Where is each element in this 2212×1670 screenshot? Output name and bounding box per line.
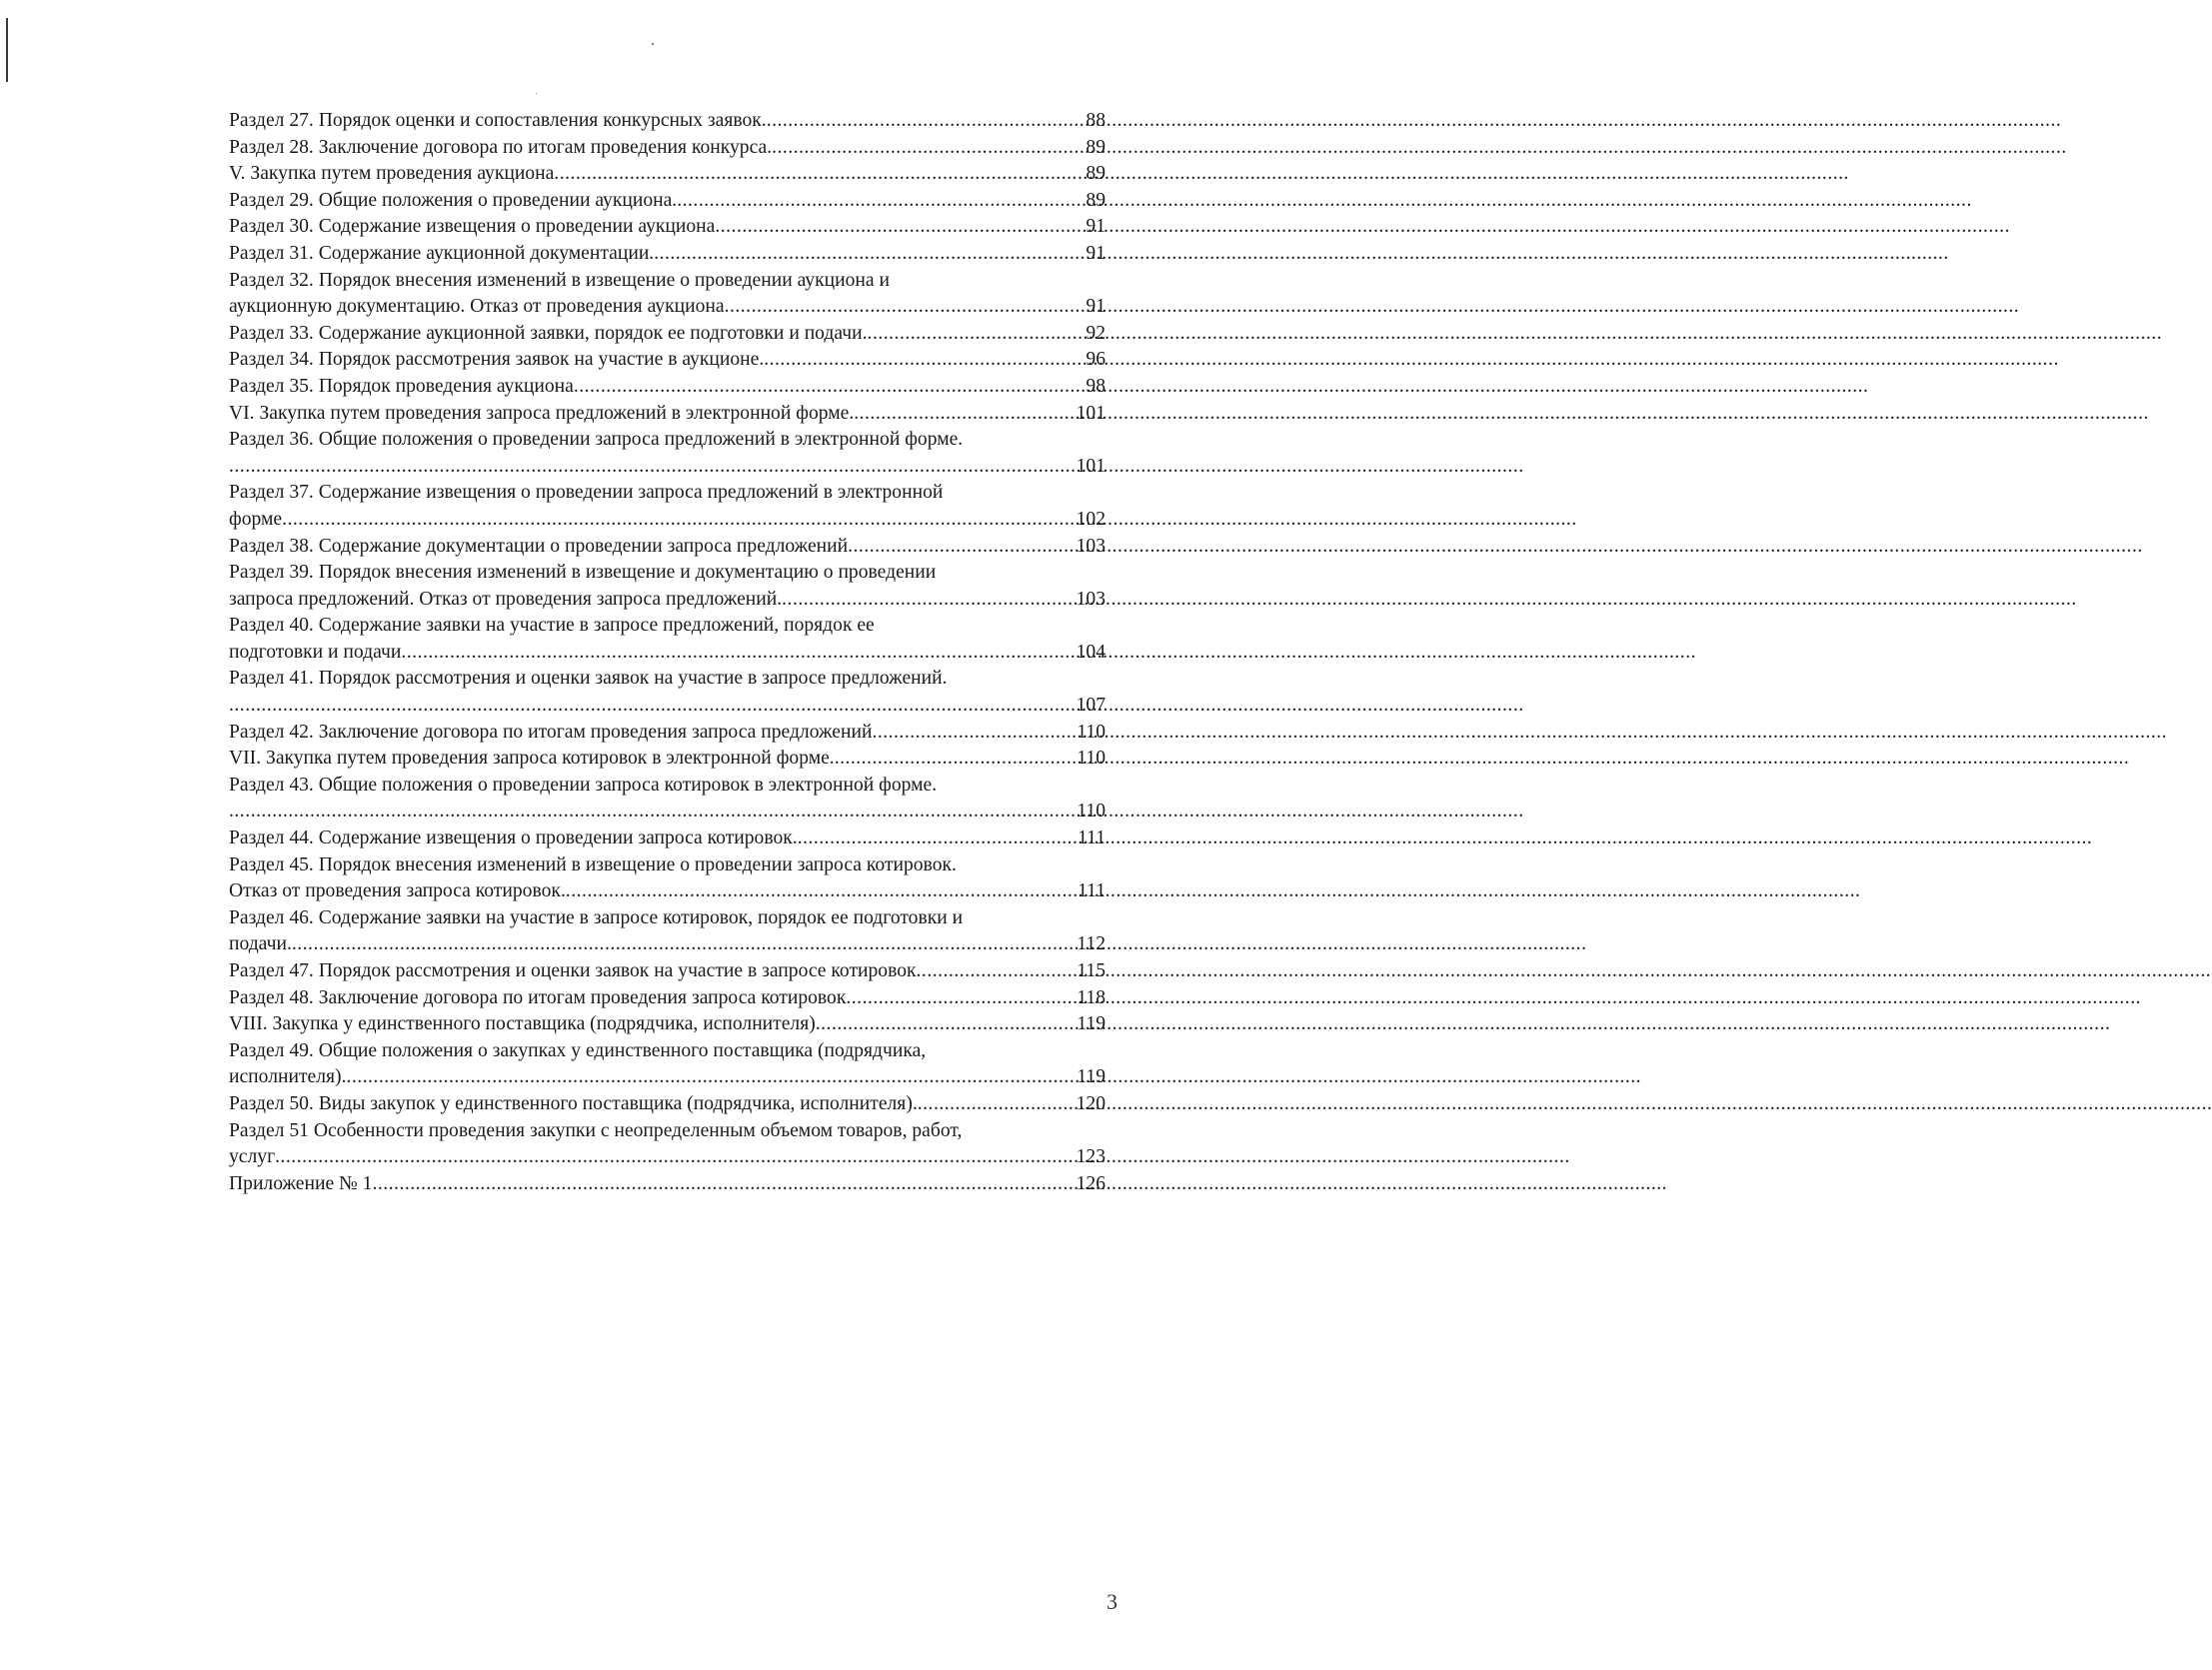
toc-entry-title: Раздел 42. Заключение договора по итогам проведения запроса предложений	[229, 721, 873, 743]
dot-leader	[574, 374, 1087, 401]
dot-leader	[767, 108, 1087, 135]
toc-entry[interactable]	[229, 852, 1106, 905]
dot-leader	[798, 826, 1078, 852]
table-of-contents	[229, 108, 1106, 1197]
toc-entry-title-first-line: Раздел 40. Содержание заявки на участие в запросе предложений, порядок ее	[229, 615, 875, 637]
dot-leader	[772, 135, 1086, 162]
toc-entry[interactable]	[229, 1171, 1106, 1198]
toc-entry-page-number: 89	[1086, 136, 1106, 158]
dot-leader	[725, 294, 1087, 321]
toc-entry-title: Раздел 38. Содержание документации о проведении запроса предложений	[229, 535, 849, 557]
toc-entry-page-number: 119	[1077, 1066, 1106, 1088]
scan-speck	[536, 93, 537, 94]
toc-entry-title: Раздел 27. Порядок оценки и сопоставления конкурсных заявок.	[229, 110, 767, 131]
dot-leader	[782, 587, 1076, 614]
toc-entry-page-number: 102	[1076, 508, 1106, 530]
toc-entry-page-number: 115	[1077, 960, 1106, 981]
toc-entry-title: Раздел 29. Общие положения о проведении аукциона.	[229, 189, 678, 211]
toc-entry[interactable]	[229, 958, 1106, 985]
dot-leader	[846, 985, 1077, 1012]
toc-entry-title: Раздел 30. Содержание извещения о проведении аукциона	[229, 216, 716, 238]
toc-entry-title-first-line: Раздел 45. Порядок внесения изменений в извещение о проведении запроса котировок.	[229, 853, 957, 875]
dot-leader	[764, 347, 1086, 374]
scan-edge-mark	[6, 18, 8, 82]
toc-entry[interactable]	[229, 401, 1106, 428]
dot-leader	[275, 1144, 1077, 1171]
toc-entry-page-number: 92	[1086, 322, 1106, 344]
toc-entry-page-number: 89	[1086, 163, 1106, 185]
page-number: 3	[1106, 1589, 1117, 1614]
toc-entry-title: Раздел 33. Содержание аукционной заявки, порядок ее подготовки и подачи.	[229, 322, 868, 344]
toc-entry[interactable]	[229, 746, 1106, 773]
toc-entry[interactable]	[229, 321, 1106, 348]
toc-entry-title: форме	[229, 508, 283, 530]
toc-entry-title: Раздел 28. Заключение договора по итогам проведения конкурса.	[229, 136, 773, 158]
dot-leader	[346, 1064, 1077, 1091]
toc-entry-page-number: 103	[1076, 588, 1106, 610]
toc-entry[interactable]	[229, 666, 1106, 719]
toc-entry[interactable]	[229, 905, 1106, 958]
toc-entry[interactable]	[229, 268, 1106, 321]
toc-entry-page-number: 110	[1077, 801, 1106, 823]
toc-entry[interactable]	[229, 347, 1106, 374]
toc-entry-page-number: 103	[1076, 535, 1106, 557]
toc-entry-page-number: 104	[1076, 641, 1106, 663]
dot-leader	[282, 507, 1077, 534]
toc-entry-page-number: 107	[1076, 695, 1106, 717]
toc-entry[interactable]	[229, 135, 1106, 162]
toc-entry-title: VI. Закупка путем проведения запроса предложений в электронной форме.	[229, 402, 855, 424]
toc-entry-page-number: 123	[1076, 1146, 1106, 1168]
toc-entry-title: подготовки и подачи	[229, 641, 402, 663]
toc-entry-page-number: 98	[1086, 375, 1106, 397]
toc-entry-title-first-line: Раздел 49. Общие положения о закупках у единственного поставщика (подрядчика,	[229, 1039, 927, 1061]
toc-entry[interactable]	[229, 427, 1106, 480]
toc-entry-title: VIII. Закупка у единственного поставщика (подрядчика, исполнителя)	[229, 1013, 816, 1035]
toc-entry-page-number: 88	[1086, 110, 1106, 131]
toc-entry-title-first-line: Раздел 46. Содержание заявки на участие в запросе котировок, порядок ее подготовки и	[229, 906, 964, 928]
dot-leader	[854, 401, 1076, 428]
dot-leader	[229, 454, 1077, 481]
toc-entry-title: VII. Закупка путем проведения запроса котировок в электронной форме.	[229, 748, 835, 770]
dot-leader	[918, 1091, 1077, 1118]
toc-entry-title-first-line: Раздел 36. Общие положения о проведении запроса предложений в электронной форме.	[229, 429, 964, 451]
dot-leader	[868, 321, 1087, 348]
toc-entry[interactable]	[229, 720, 1106, 747]
toc-entry-page-number: 120	[1076, 1092, 1106, 1114]
toc-entry-title: V. Закупка путем проведения аукциона	[229, 163, 555, 185]
toc-entry[interactable]	[229, 1011, 1106, 1038]
dot-leader	[372, 1171, 1076, 1198]
toc-entry[interactable]	[229, 534, 1106, 561]
toc-entry-title: Раздел 34. Порядок рассмотрения заявок на участие в аукционе.	[229, 349, 765, 371]
toc-entry-page-number: 126	[1076, 1172, 1106, 1194]
toc-entry-title: услуг	[229, 1146, 276, 1168]
toc-entry-title: Раздел 44. Содержание извещения о проведении запроса котировок.	[229, 828, 798, 849]
dot-leader	[654, 241, 1086, 268]
toc-entry[interactable]	[229, 161, 1106, 188]
dot-leader	[401, 640, 1076, 667]
dot-leader	[715, 214, 1086, 241]
toc-entry-page-number: 119	[1077, 1013, 1106, 1035]
dot-leader	[677, 188, 1086, 215]
toc-entry-title: аукционную документацию. Отказ от проведения аукциона	[229, 296, 725, 318]
toc-entry[interactable]	[229, 1091, 1106, 1118]
dot-leader	[917, 958, 1078, 985]
dot-leader	[554, 161, 1086, 188]
toc-entry-page-number: 101	[1076, 402, 1106, 424]
toc-entry-page-number: 118	[1077, 986, 1106, 1008]
toc-entry-page-number: 91	[1086, 296, 1106, 318]
toc-entry[interactable]	[229, 188, 1106, 215]
toc-entry[interactable]	[229, 1038, 1106, 1091]
toc-entry[interactable]	[229, 613, 1106, 666]
toc-entry-page-number: 101	[1076, 455, 1106, 477]
toc-entry-page-number: 91	[1086, 242, 1106, 264]
toc-entry-title-first-line: Раздел 37. Содержание извещения о проведении запроса предложений в электронной	[229, 482, 944, 504]
toc-entry[interactable]	[229, 241, 1106, 268]
toc-entry-page-number: 89	[1086, 189, 1106, 211]
toc-entry[interactable]	[229, 214, 1106, 241]
toc-entry-title: Раздел 47. Порядок рассмотрения и оценки заявок на участие в запросе котировок	[229, 960, 917, 981]
dot-leader	[835, 746, 1078, 773]
toc-entry[interactable]	[229, 985, 1106, 1012]
dot-leader	[816, 1011, 1078, 1038]
dot-leader	[872, 720, 1077, 747]
toc-entry-title: Отказ от проведения запроса котировок.	[229, 880, 566, 902]
toc-entry-page-number: 91	[1086, 216, 1106, 238]
toc-entry-title-first-line: Раздел 41. Порядок рассмотрения и оценки заявок на участие в запросе предложений.	[229, 668, 948, 690]
toc-entry-page-number: 111	[1078, 880, 1106, 902]
toc-entry-title: Приложение № 1	[229, 1172, 373, 1194]
toc-entry[interactable]	[229, 773, 1106, 826]
toc-entry-title: Раздел 35. Порядок проведения аукциона	[229, 375, 574, 397]
dot-leader	[229, 799, 1077, 826]
dot-leader	[292, 931, 1077, 958]
toc-entry[interactable]	[229, 374, 1106, 401]
toc-entry-title: Раздел 48. Заключение договора по итогам проведения запроса котировок	[229, 986, 847, 1008]
toc-entry[interactable]	[229, 826, 1106, 852]
dot-leader	[566, 878, 1078, 905]
toc-entry-title: исполнителя).	[229, 1066, 347, 1088]
toc-entry[interactable]	[229, 1118, 1106, 1171]
toc-entry-title-first-line: Раздел 39. Порядок внесения изменений в извещение и документацию о проведении	[229, 562, 937, 584]
scan-speck	[652, 43, 654, 45]
toc-entry-page-number: 111	[1078, 828, 1106, 849]
toc-entry-title-first-line: Раздел 51 Особенности проведения закупки с неопределенным объемом товаров, работ,	[229, 1119, 963, 1141]
toc-entry-title: подачи.	[229, 933, 292, 955]
toc-entry[interactable]	[229, 108, 1106, 135]
toc-entry-title-first-line: Раздел 32. Порядок внесения изменений в извещение о проведении аукциона и	[229, 269, 890, 291]
toc-entry[interactable]	[229, 560, 1106, 613]
dot-leader	[229, 693, 1077, 720]
dot-leader	[848, 534, 1076, 561]
toc-entry-title: Раздел 50. Виды закупок у единственного поставщика (подрядчика, исполнителя).	[229, 1092, 918, 1114]
toc-entry-page-number: 96	[1086, 349, 1106, 371]
toc-entry-title: Раздел 31. Содержание аукционной документации.	[229, 242, 655, 264]
toc-entry-page-number: 110	[1077, 748, 1106, 770]
toc-entry[interactable]	[229, 480, 1106, 533]
toc-entry-page-number: 110	[1077, 721, 1106, 743]
toc-entry-title-first-line: Раздел 43. Общие положения о проведении запроса котировок в электронной форме.	[229, 774, 938, 796]
toc-entry-page-number: 112	[1077, 933, 1106, 955]
toc-entry-title: запроса предложений. Отказ от проведения запроса предложений.	[229, 588, 783, 610]
